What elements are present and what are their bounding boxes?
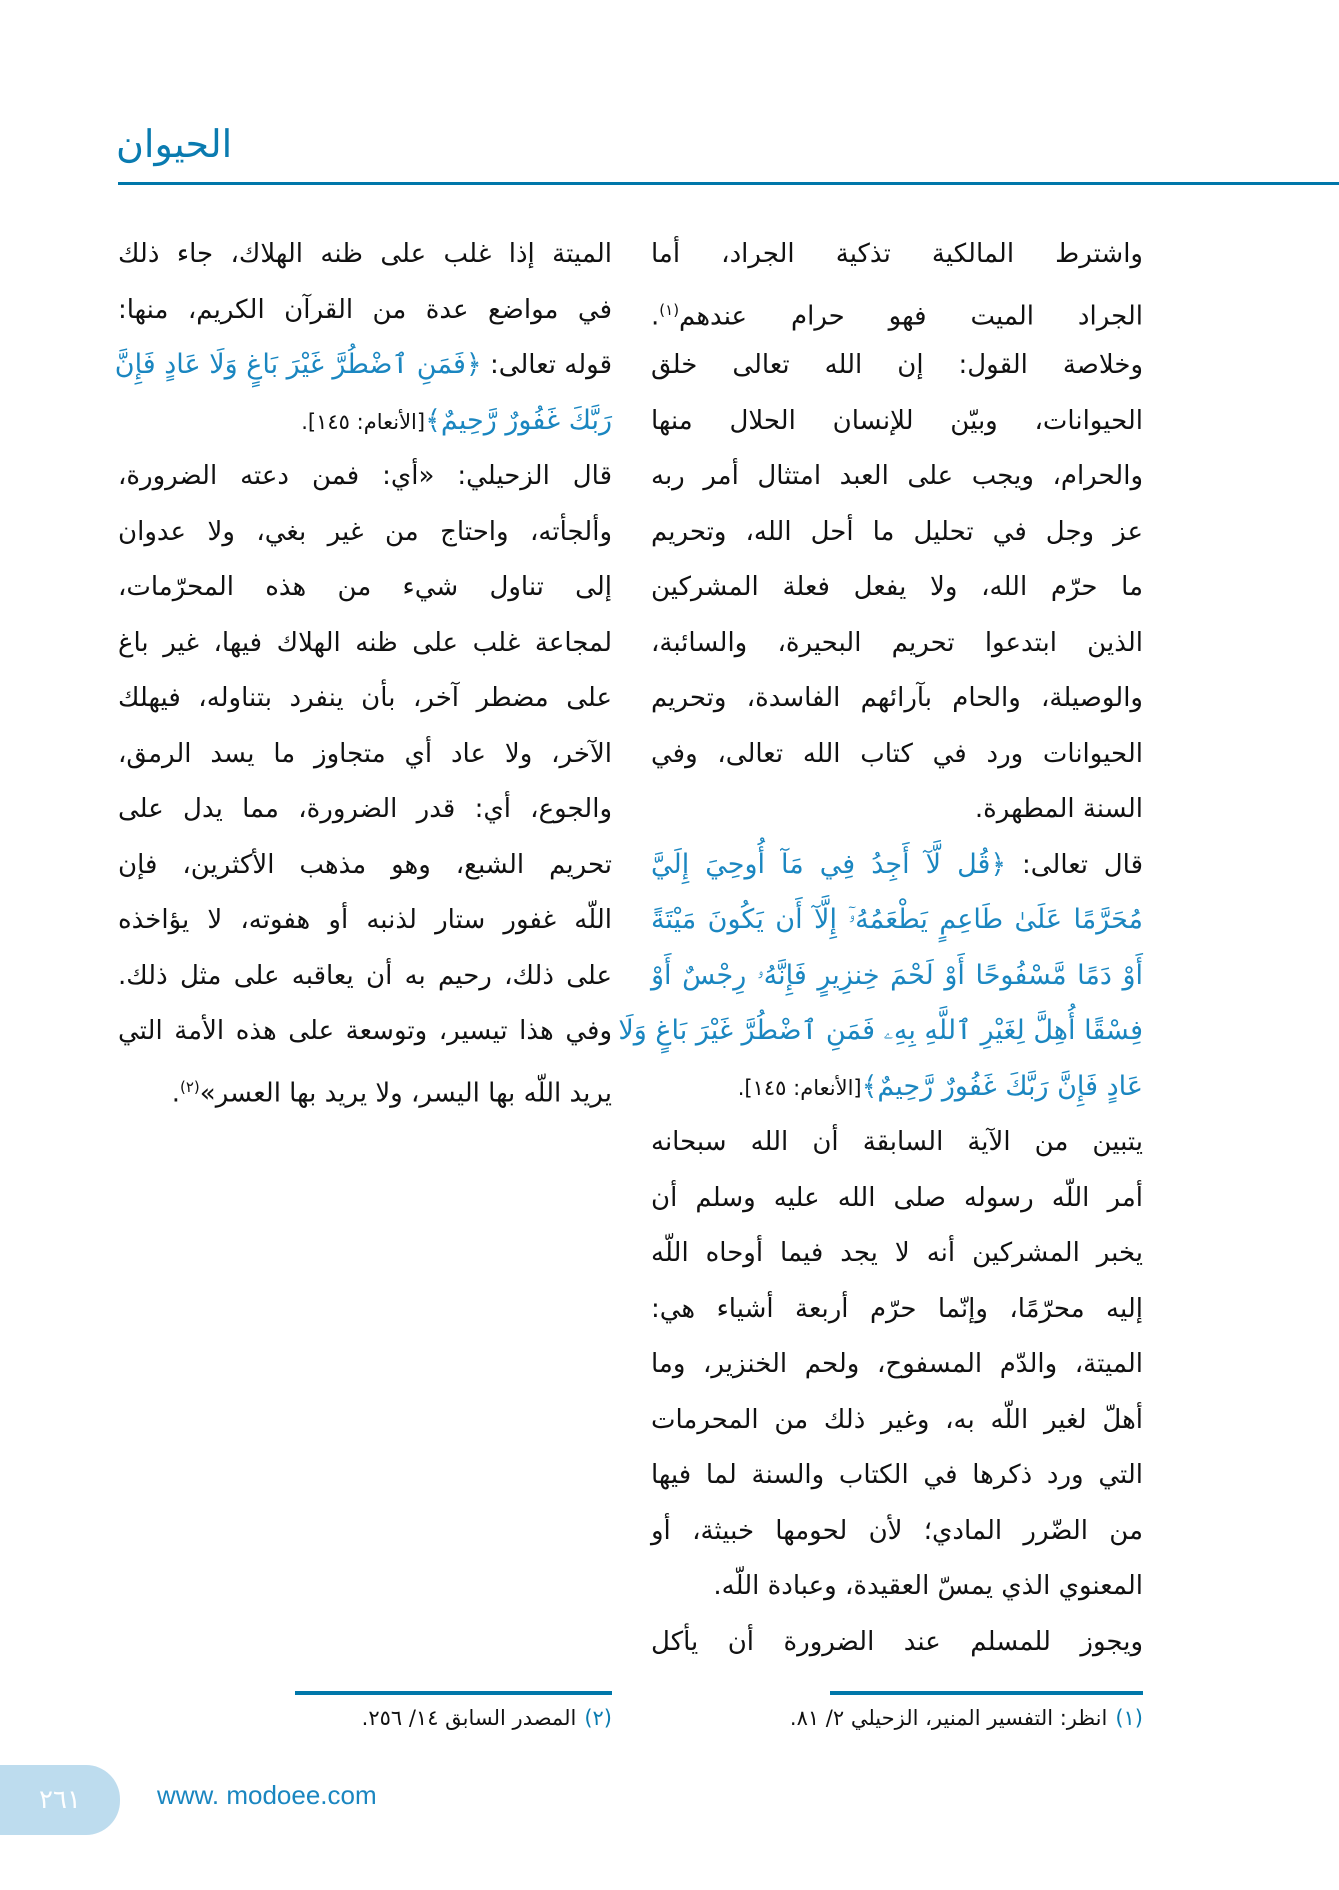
text-segment: والوصيلة، والحام بآرائهم الفاسدة، وتحريم [651,683,1143,713]
footnote-2 [362,1706,612,1730]
text-segment: على مضطر آخر، بأن ينفرد بتناوله، فيهلك [118,683,612,713]
text-line [118,510,612,566]
text-line [118,288,612,344]
quran-verse: رَبَّكَ غَفُورٌ رَّحِيمٌ﴾ [425,404,612,436]
text-line [651,676,1143,732]
text-segment: أمر اللّه رسوله صلى الله عليه وسلم أن [651,1182,1143,1213]
right-text-column [618,232,1144,1675]
text-segment: الحيوانات، وبيّن للإنسان الحلال منها [651,405,1143,436]
quran-verse: ﴿فَمَنِ ٱضْطُرَّ غَيْرَ بَاغٍ وَلَا عَادٍ فَإِنَّ [114,349,482,380]
text-line [651,621,1143,677]
quran-verse: عَادٍ فَإِنَّ رَبَّكَ غَفُورٌ رَّحِيمٌ﴾ [861,1070,1143,1102]
section-title: الحيوان [116,122,233,166]
text-line [118,954,612,1010]
text-line [651,1620,1143,1676]
text-line [118,621,612,677]
text-segment: على ذلك، رحيم به أن يعاقبه على مثل ذلك. [118,960,612,991]
text-line [651,399,1143,455]
text-line [651,898,1143,954]
text-line [118,399,612,455]
text-line [651,787,1143,843]
text-segment: يريد اللّه بها اليسر، ولا يريد بها العسر» [199,1078,612,1109]
verse-reference: [الأنعام: ١٤٥]. [301,409,426,434]
text-line [118,565,612,621]
footnote-number: (١) [1115,1706,1143,1730]
text-segment: لمجاعة غلب على ظنه الهلاك فيها، غير باغ [118,627,612,658]
text-line [651,343,1143,399]
text-line [651,1509,1143,1565]
website-link[interactable]: www. modoee.com [157,1780,377,1810]
footnote-text: انظر: التفسير المنير، الزحيلي ٢/ ٨١. [789,1706,1108,1730]
text-segment: . [651,301,660,332]
text-segment: وفي هذا تيسير، وتوسعة على هذه الأمة التي [118,1016,612,1046]
text-line [651,843,1143,899]
text-segment: وألجأته، واحتاج من غير بغي، ولا عدوان [118,516,612,547]
footnote-text: المصدر السابق ١٤/ ٢٥٦. [361,1706,577,1730]
text-segment: والجوع، أي: قدر الضرورة، مما يدل على [118,794,612,824]
text-segment: ويجوز للمسلم عند الضرورة أن يأكل [651,1626,1143,1657]
text-line [118,732,612,788]
text-segment: والحرام، ويجب على العبد امتثال أمر ربه [651,461,1143,491]
text-segment: الآخر، ولا عاد أي متجاوز ما يسد الرمق، [118,738,612,769]
text-segment: يتبين من الآية السابقة أن الله سبحانه [651,1127,1143,1157]
text-line [651,1065,1143,1121]
left-text-column [114,232,612,1120]
text-line [651,1453,1143,1509]
text-segment: الميتة إذا غلب على ظنه الهلاك، جاء ذلك [118,239,612,269]
text-line [651,1287,1143,1343]
text-line [118,454,612,510]
text-segment: ما حرّم الله، ولا يفعل فعلة المشركين [651,572,1143,602]
quran-verse: أَوْ دَمًا مَّسْفُوحًا أَوْ لَحْمَ خِنزِيرٍ فَإِنَّهُۥ رِجْسٌ أَوْ [651,959,1143,991]
text-segment: إليه محرّمًا، وإنّما حرّم أربعة أشياء هي: [651,1293,1143,1324]
text-line [118,898,612,954]
text-segment: المعنوي الذي يمسّ العقيدة، وعبادة اللّه. [713,1571,1143,1601]
text-segment: وخلاصة القول: إن الله تعالى خلق [651,350,1143,380]
text-line [651,1564,1143,1620]
text-segment: تحريم الشبع، وهو مذهب الأكثرين، فإن [118,849,612,880]
text-line [651,1342,1143,1398]
text-line [651,1120,1143,1176]
text-segment: الجراد الميت فهو حرام عندهم [679,301,1143,332]
verse-reference: [الأنعام: ١٤٥]. [737,1075,862,1100]
page-number-badge: ٢٦١ [0,1765,120,1835]
text-line [651,1398,1143,1454]
text-segment: من الضّرر المادي؛ لأن لحومها خبيثة، أو [651,1515,1143,1546]
text-line [651,1231,1143,1287]
text-line [118,787,612,843]
text-line [618,1009,1143,1065]
text-line [114,343,612,399]
text-line [651,288,1143,344]
header-divider [118,182,1339,185]
text-line [118,1009,612,1065]
footnote-ref: (١) [659,300,680,319]
text-segment: واشترط المالكية تذكية الجراد، أما [651,239,1143,269]
quran-verse: فِسْقًا أُهِلَّ لِغَيْرِ ٱللَّهِ بِهِۦ فَمَنِ ٱضْطُرَّ غَيْرَ بَاغٍ وَلَا [618,1015,1143,1046]
text-line [651,954,1143,1010]
quran-verse: ﴿قُل لَّآ أَجِدُ فِي مَآ أُوحِيَ إِلَيَّ [651,848,1007,880]
text-segment: الميتة، والدّم المسفوح، ولحم الخنزير، وما [651,1349,1143,1379]
footnote-1 [790,1706,1143,1730]
text-line [651,732,1143,788]
text-line [651,565,1143,621]
text-line [118,676,612,732]
text-line [118,843,612,899]
text-line [651,232,1143,288]
text-segment: يخبر المشركين أنه لا يجد فيما أوحاه اللّه [651,1238,1143,1268]
text-segment: السنة المطهرة. [974,794,1143,824]
footnote-divider-left [295,1691,612,1695]
text-line [651,454,1143,510]
text-line [651,1176,1143,1232]
text-line [118,232,612,288]
text-line [118,1065,612,1121]
text-segment: عز وجل في تحليل ما أحل الله، وتحريم [651,516,1143,547]
text-segment: في مواضع عدة من القرآن الكريم، منها: [118,294,612,325]
text-segment: قال تعالى: [1006,849,1144,880]
text-segment: أهلّ لغير اللّه به، وغير ذلك من المحرمات [651,1404,1143,1435]
text-segment: . [171,1078,180,1109]
footnote-divider-right [830,1691,1143,1695]
text-segment: الذين ابتدعوا تحريم البحيرة، والسائبة، [651,627,1143,658]
text-segment: قال الزحيلي: «أي: فمن دعته الضرورة، [118,461,612,491]
text-segment: التي ورد ذكرها في الكتاب والسنة لما فيها [651,1460,1143,1490]
text-segment: الحيوانات ورد في كتاب الله تعالى، وفي [651,738,1143,769]
text-segment: اللّه غفور ستار لذنبه أو هفوته، لا يؤاخذه [118,905,612,935]
footnote-number: (٢) [584,1706,612,1730]
text-line [651,510,1143,566]
footnote-ref: (٢) [180,1077,200,1096]
quran-verse: مُحَرَّمًا عَلَىٰ طَاعِمٍ يَطْعَمُهُۥٓ إِلَّآ أَن يَكُونَ مَيْتَةً [651,904,1143,935]
text-segment: قوله تعالى: [481,350,612,380]
text-segment: إلى تناول شيء من هذه المحرّمات، [118,572,612,602]
